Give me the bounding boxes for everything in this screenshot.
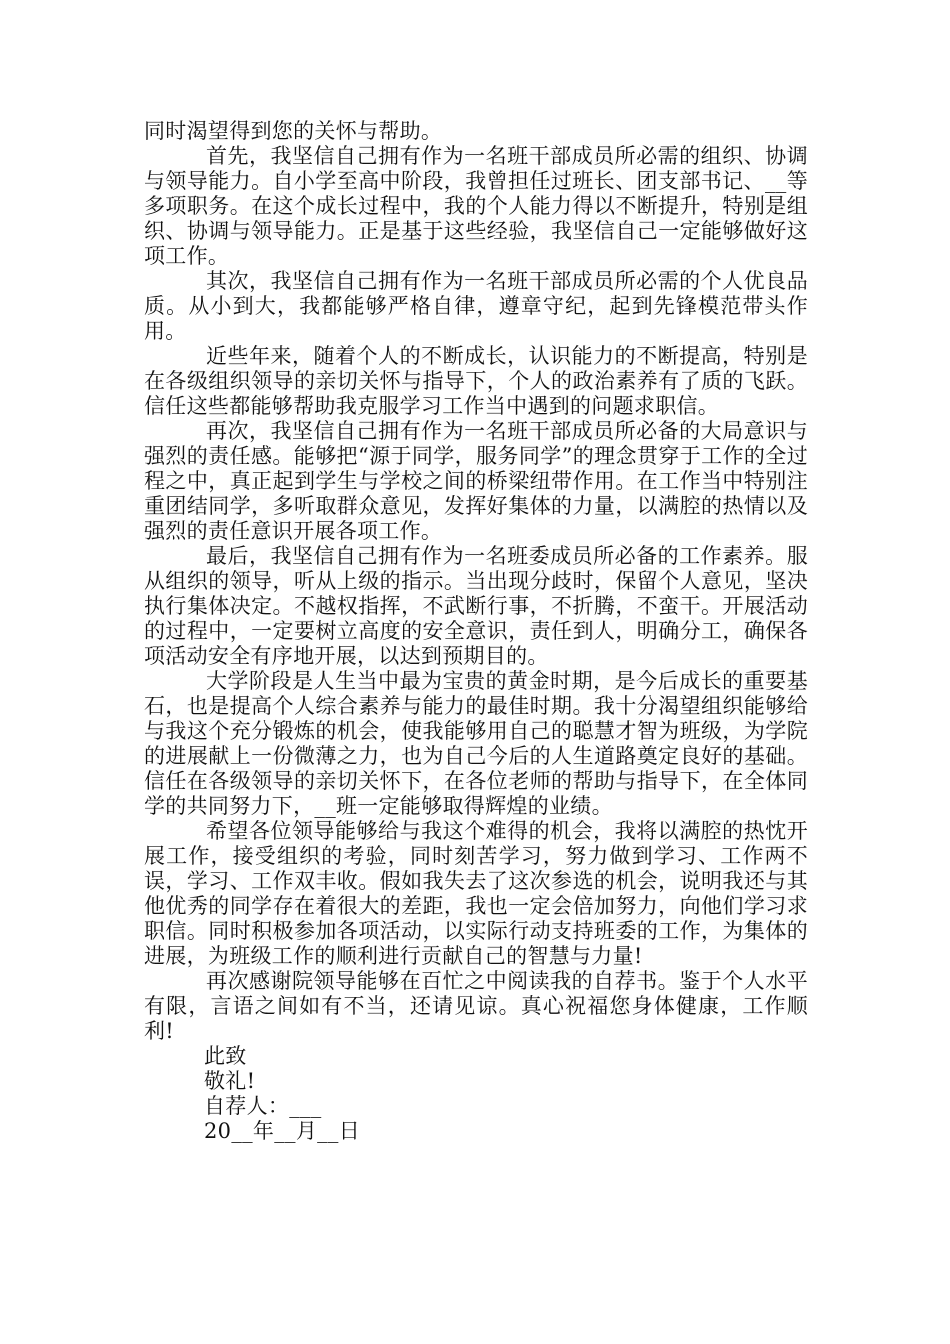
closing-regards: 敬礼! [204, 1069, 256, 1093]
paragraph-5: 再次，我坚信自己拥有作为一名班干部成员所必备的大局意识与强烈的责任感。能够把“源于同学，服务同学”的理念贯穿于工作的全过程之中，真正起到学生与学校之间的桥梁纽带作用。在工作当中特别注重团结同学，多听取群众意见，发挥好集体的力量，以满腔的热情以及强烈的责任意识开展各项工作。 [144, 419, 808, 543]
closing-signature: 自荐人：___ [204, 1094, 322, 1118]
paragraph-1: 同时渴望得到您的关怀与帮助。 [144, 119, 443, 143]
closing-salutation: 此致 [204, 1044, 247, 1068]
paragraph-8: 希望各位领导能够给与我这个难得的机会，我将以满腔的热忱开展工作，接受组织的考验，同时刻苦学习，努力做到学习、工作两不误，学习、工作双丰收。假如我失去了这次参选的机会，说明我还与其他优秀的同学存在着很大的差距，我也一定会倍加努力，向他们学习求职信。同时积极参加各项活动，以实际行动支持班委的工作，为集体的进展，为班级工作的顺利进行贡献自己的智慧与力量! [144, 819, 808, 968]
document-body [144, 119, 808, 1144]
paragraph-6: 最后，我坚信自己拥有作为一名班委成员所必备的工作素养。服从组织的领导，听从上级的指示。当出现分歧时，保留个人意见，坚决执行集体决定。不越权指挥，不武断行事，不折腾，不蛮干。开展活动的过程中，一定要树立高度的安全意识，责任到人，明确分工，确保各项活动安全有序地开展，以达到预期目的。 [144, 544, 808, 668]
paragraph-9: 再次感谢院领导能够在百忙之中阅读我的自荐书。鉴于个人水平有限，言语之间如有不当，还请见谅。真心祝福您身体健康，工作顺利! [144, 969, 808, 1043]
paragraph-7: 大学阶段是人生当中最为宝贵的黄金时期，是今后成长的重要基石，也是提高个人综合素养与能力的最佳时期。我十分渴望组织能够给与我这个充分锻炼的机会，使我能够用自己的聪慧才智为班级，为学院的进展献上一份微薄之力，也为自己今后的人生道路奠定良好的基础。信任在各级领导的亲切关怀下，在各位老师的帮助与指导下，在全体同学的共同努力下，__班一定能够取得辉煌的业绩。 [144, 669, 808, 818]
paragraph-2: 首先，我坚信自己拥有作为一名班干部成员所必需的组织、协调与领导能力。自小学至高中阶段，我曾担任过班长、团支部书记、__等多项职务。在这个成长过程中，我的个人能力得以不断提升，特别是组织、协调与领导能力。正是基于这些经验，我坚信自己一定能够做好这项工作。 [144, 144, 808, 268]
letter-closing [204, 1044, 808, 1144]
closing-date: 20__年__月__日 [204, 1119, 361, 1143]
paragraph-4: 近些年来，随着个人的不断成长，认识能力的不断提高，特别是在各级组织领导的亲切关怀与指导下，个人的政治素养有了质的飞跃。信任这些都能够帮助我克服学习工作当中遇到的问题求职信。 [144, 344, 808, 418]
paragraph-3: 其次，我坚信自己拥有作为一名班干部成员所必需的个人优良品质。从小到大，我都能够严格自律，遵章守纪，起到先锋模范带头作用。 [144, 269, 808, 343]
